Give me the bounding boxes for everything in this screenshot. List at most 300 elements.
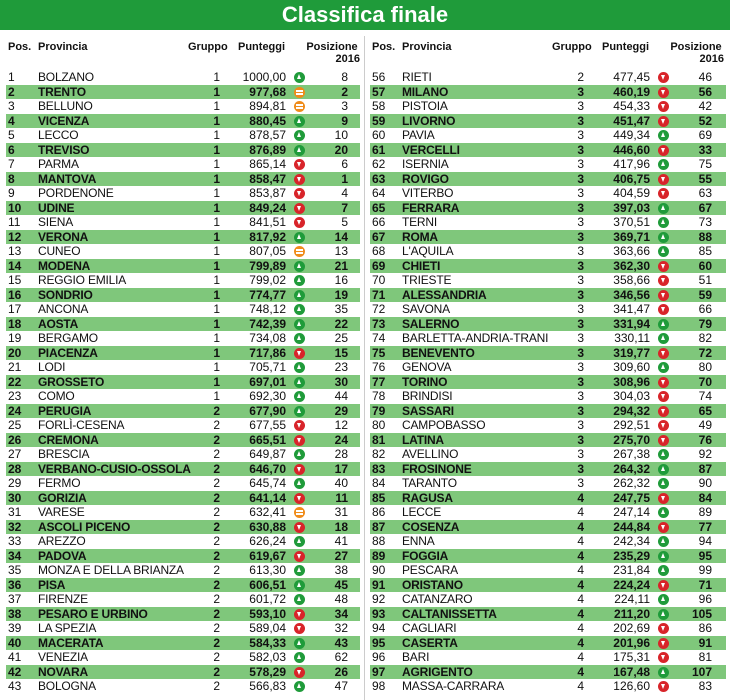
group-cell: 3 — [577, 461, 584, 476]
rank-cell: 26 — [8, 432, 22, 447]
table-row — [6, 288, 360, 303]
group-cell: 2 — [213, 563, 220, 577]
score-cell: 878,57 — [249, 128, 286, 142]
position-2016-cell: 65 — [698, 403, 712, 418]
province-cell: SAVONA — [402, 302, 450, 316]
group-cell: 3 — [577, 432, 584, 447]
score-cell: 446,60 — [613, 142, 650, 157]
arrow-up-icon — [294, 681, 305, 692]
arrow-up-icon — [658, 449, 669, 460]
group-cell: 3 — [577, 287, 584, 302]
table-row — [6, 505, 360, 520]
province-cell: LECCO — [38, 128, 79, 142]
rank-cell: 38 — [8, 606, 22, 621]
score-cell: 370,51 — [613, 215, 650, 229]
group-cell: 4 — [577, 664, 584, 679]
arrow-down-icon — [658, 420, 669, 431]
position-2016-cell: 48 — [334, 592, 348, 606]
score-cell: 589,04 — [249, 621, 286, 635]
position-2016-cell: 15 — [334, 345, 348, 360]
equal-icon — [294, 87, 305, 98]
score-cell: 308,96 — [613, 374, 650, 389]
table-row — [6, 549, 360, 564]
rank-cell: 90 — [372, 563, 386, 577]
position-2016-cell: 63 — [698, 186, 712, 200]
group-cell: 2 — [213, 592, 220, 606]
page-title: Classifica finale — [0, 0, 730, 30]
score-cell: 247,75 — [613, 490, 650, 505]
rank-cell: 83 — [372, 461, 386, 476]
position-2016-cell: 40 — [334, 476, 348, 490]
equal-icon — [294, 507, 305, 518]
position-2016-cell: 59 — [698, 287, 712, 302]
position-2016-cell: 16 — [334, 273, 348, 287]
rank-cell: 86 — [372, 505, 386, 519]
rank-cell: 95 — [372, 635, 386, 650]
score-cell: 417,96 — [613, 157, 650, 171]
arrow-down-icon — [294, 420, 305, 431]
group-cell: 1 — [213, 374, 220, 389]
header-pos: Pos. — [8, 41, 32, 53]
table-row — [370, 563, 726, 578]
score-cell: 606,51 — [249, 577, 286, 592]
score-cell: 817,92 — [249, 229, 286, 244]
table-row — [370, 447, 726, 462]
position-2016-cell: 33 — [698, 142, 712, 157]
province-cell: BARI — [402, 650, 430, 664]
province-cell: ISERNIA — [402, 157, 449, 171]
arrow-down-icon — [294, 464, 305, 475]
score-cell: 665,51 — [249, 432, 286, 447]
rank-cell: 28 — [8, 461, 22, 476]
group-cell: 1 — [213, 360, 220, 374]
province-cell: AGRIGENTO — [402, 664, 473, 679]
group-cell: 2 — [213, 519, 220, 534]
score-cell: 224,24 — [613, 577, 650, 592]
rank-cell: 12 — [8, 229, 22, 244]
score-cell: 244,84 — [613, 519, 650, 534]
score-cell: 849,24 — [249, 200, 286, 215]
table-row — [370, 230, 726, 245]
ranking-column-left — [6, 36, 360, 694]
score-cell: 593,10 — [249, 606, 286, 621]
position-2016-cell: 2 — [341, 84, 348, 99]
group-cell: 3 — [577, 360, 584, 374]
position-2016-cell: 38 — [334, 563, 348, 577]
score-cell: 601,72 — [249, 592, 286, 606]
arrow-up-icon — [294, 406, 305, 417]
province-cell: FERMO — [38, 476, 81, 490]
score-cell: 799,89 — [249, 258, 286, 273]
rank-cell: 24 — [8, 403, 22, 418]
province-cell: ORISTANO — [402, 577, 463, 592]
rank-cell: 29 — [8, 476, 22, 490]
table-row — [370, 679, 726, 694]
rank-cell: 36 — [8, 577, 22, 592]
table-row — [6, 273, 360, 288]
arrow-down-icon — [658, 174, 669, 185]
score-cell: 880,45 — [249, 113, 286, 128]
position-2016-cell: 31 — [334, 505, 348, 519]
table-row — [370, 99, 726, 114]
score-cell: 331,94 — [613, 316, 650, 331]
arrow-up-icon — [294, 565, 305, 576]
arrow-down-icon — [658, 87, 669, 98]
rank-cell: 34 — [8, 548, 22, 563]
rank-cell: 19 — [8, 331, 22, 345]
header-punteggi: Punteggi — [238, 41, 286, 53]
score-cell: 304,03 — [613, 389, 650, 403]
province-cell: PIACENZA — [38, 345, 98, 360]
position-2016-cell: 21 — [334, 258, 348, 273]
group-cell: 2 — [213, 490, 220, 505]
rank-cell: 6 — [8, 142, 15, 157]
score-cell: 677,90 — [249, 403, 286, 418]
arrow-up-icon — [658, 536, 669, 547]
table-row — [370, 592, 726, 607]
rank-cell: 78 — [372, 389, 386, 403]
province-cell: ENNA — [402, 534, 435, 548]
arrow-up-icon — [294, 72, 305, 83]
arrow-up-icon — [658, 609, 669, 620]
province-cell: MONZA E DELLA BRIANZA — [38, 563, 184, 577]
arrow-down-icon — [658, 290, 669, 301]
province-cell: COMO — [38, 389, 75, 403]
group-cell: 3 — [577, 244, 584, 258]
group-cell: 3 — [577, 331, 584, 345]
group-cell: 3 — [577, 171, 584, 186]
rank-cell: 65 — [372, 200, 386, 215]
province-cell: CUNEO — [38, 244, 81, 258]
province-cell: LODI — [38, 360, 66, 374]
table-row — [370, 650, 726, 665]
arrow-down-icon — [658, 580, 669, 591]
position-2016-cell: 23 — [334, 360, 348, 374]
score-cell: 358,66 — [613, 273, 650, 287]
score-cell: 705,71 — [249, 360, 286, 374]
arrow-up-icon — [294, 319, 305, 330]
province-cell: CHIETI — [402, 258, 441, 273]
arrow-down-icon — [294, 493, 305, 504]
rank-cell: 91 — [372, 577, 386, 592]
position-2016-cell: 88 — [698, 229, 712, 244]
position-2016-cell: 99 — [698, 563, 712, 577]
arrow-down-icon — [658, 493, 669, 504]
rank-cell: 23 — [8, 389, 22, 403]
position-2016-cell: 70 — [698, 374, 712, 389]
group-cell: 4 — [577, 519, 584, 534]
province-cell: FERRARA — [402, 200, 460, 215]
score-cell: 406,75 — [613, 171, 650, 186]
rank-cell: 27 — [8, 447, 22, 461]
table-row — [370, 578, 726, 593]
rank-cell: 79 — [372, 403, 386, 418]
group-cell: 3 — [577, 447, 584, 461]
table-row — [370, 520, 726, 535]
position-2016-cell: 60 — [698, 258, 712, 273]
arrow-up-icon — [658, 130, 669, 141]
table-row — [6, 650, 360, 665]
province-cell: MASSA-CARRARA — [402, 679, 505, 693]
arrow-down-icon — [658, 188, 669, 199]
arrow-up-icon — [294, 333, 305, 344]
table-row — [370, 186, 726, 201]
arrow-up-icon — [658, 246, 669, 257]
position-2016-cell: 66 — [698, 302, 712, 316]
arrow-down-icon — [294, 623, 305, 634]
group-cell: 1 — [213, 113, 220, 128]
group-cell: 1 — [213, 302, 220, 316]
position-2016-cell: 81 — [698, 650, 712, 664]
table-row — [370, 360, 726, 375]
group-cell: 3 — [577, 316, 584, 331]
table-row — [6, 70, 360, 85]
table-row — [370, 462, 726, 477]
score-cell: 363,66 — [613, 244, 650, 258]
position-2016-cell: 73 — [698, 215, 712, 229]
province-cell: GENOVA — [402, 360, 452, 374]
arrow-up-icon — [294, 145, 305, 156]
arrow-down-icon — [658, 275, 669, 286]
position-2016-cell: 3 — [341, 99, 348, 113]
province-cell: VERCELLI — [402, 142, 460, 157]
province-cell: ALESSANDRIA — [402, 287, 487, 302]
position-2016-cell: 7 — [341, 200, 348, 215]
arrow-up-icon — [658, 159, 669, 170]
province-cell: VITERBO — [402, 186, 454, 200]
table-row — [370, 549, 726, 564]
arrow-up-icon — [658, 551, 669, 562]
rank-cell: 16 — [8, 287, 22, 302]
table-row — [6, 230, 360, 245]
column-divider — [364, 36, 365, 700]
position-2016-cell: 80 — [698, 360, 712, 374]
position-2016-cell: 9 — [341, 113, 348, 128]
position-2016-cell: 46 — [698, 70, 712, 84]
arrow-down-icon — [658, 406, 669, 417]
score-cell: 201,96 — [613, 635, 650, 650]
score-cell: 876,89 — [249, 142, 286, 157]
province-cell: VERONA — [38, 229, 89, 244]
arrow-up-icon — [294, 275, 305, 286]
score-cell: 397,03 — [613, 200, 650, 215]
score-cell: 649,87 — [249, 447, 286, 461]
arrow-up-icon — [658, 319, 669, 330]
score-cell: 632,41 — [249, 505, 286, 519]
province-cell: TRENTO — [38, 84, 86, 99]
score-cell: 807,05 — [249, 244, 286, 258]
group-cell: 2 — [213, 577, 220, 592]
arrow-down-icon — [294, 203, 305, 214]
score-cell: 977,68 — [249, 84, 286, 99]
arrow-down-icon — [658, 391, 669, 402]
group-cell: 3 — [577, 113, 584, 128]
table-row — [370, 172, 726, 187]
position-2016-cell: 14 — [334, 229, 348, 244]
position-2016-cell: 67 — [698, 200, 712, 215]
score-cell: 460,19 — [613, 84, 650, 99]
rank-cell: 96 — [372, 650, 386, 664]
score-cell: 330,11 — [614, 331, 650, 345]
group-cell: 3 — [577, 302, 584, 316]
table-row — [6, 331, 360, 346]
arrow-down-icon — [658, 101, 669, 112]
group-cell: 3 — [577, 374, 584, 389]
header-gruppo: Gruppo — [552, 41, 592, 53]
score-cell: 175,31 — [613, 650, 650, 664]
table-row — [370, 433, 726, 448]
arrow-down-icon — [658, 348, 669, 359]
table-row — [6, 128, 360, 143]
score-cell: 853,87 — [249, 186, 286, 200]
province-cell: FIRENZE — [38, 592, 88, 606]
position-2016-cell: 94 — [698, 534, 712, 548]
table-row — [6, 157, 360, 172]
province-cell: MANTOVA — [38, 171, 97, 186]
arrow-up-icon — [294, 362, 305, 373]
table-row — [370, 404, 726, 419]
header-anno: 2016 — [335, 53, 360, 65]
table-row — [6, 85, 360, 100]
score-cell: 865,14 — [249, 157, 286, 171]
table-row — [6, 418, 360, 433]
score-cell: 341,47 — [613, 302, 650, 316]
rank-cell: 37 — [8, 592, 22, 606]
position-2016-cell: 76 — [698, 432, 712, 447]
group-cell: 3 — [577, 389, 584, 403]
rank-cell: 14 — [8, 258, 22, 273]
province-cell: BRESCIA — [38, 447, 90, 461]
score-cell: 692,30 — [249, 389, 286, 403]
score-cell: 748,12 — [249, 302, 286, 316]
arrow-down-icon — [658, 652, 669, 663]
rank-cell: 33 — [8, 534, 22, 548]
group-cell: 1 — [213, 142, 220, 157]
rank-cell: 42 — [8, 664, 22, 679]
score-cell: 619,67 — [249, 548, 286, 563]
table-row — [370, 244, 726, 259]
score-cell: 247,14 — [613, 505, 650, 519]
position-2016-cell: 6 — [341, 157, 348, 171]
province-cell: UDINE — [38, 200, 75, 215]
province-cell: GORIZIA — [38, 490, 87, 505]
score-cell: 319,77 — [613, 345, 650, 360]
ranking-rows-left — [6, 70, 360, 694]
table-row — [6, 433, 360, 448]
score-cell: 369,71 — [613, 229, 650, 244]
group-cell: 1 — [213, 244, 220, 258]
group-cell: 1 — [213, 229, 220, 244]
position-2016-cell: 47 — [334, 679, 348, 693]
group-cell: 4 — [577, 635, 584, 650]
position-2016-cell: 45 — [334, 577, 348, 592]
province-cell: PERUGIA — [38, 403, 92, 418]
rank-cell: 97 — [372, 664, 386, 679]
position-2016-cell: 43 — [334, 635, 348, 650]
group-cell: 2 — [213, 548, 220, 563]
rank-cell: 40 — [8, 635, 22, 650]
province-cell: FOGGIA — [402, 548, 449, 563]
group-cell: 3 — [577, 229, 584, 244]
province-cell: VICENZA — [38, 113, 90, 128]
rank-cell: 59 — [372, 113, 386, 128]
table-row — [370, 505, 726, 520]
rank-cell: 88 — [372, 534, 386, 548]
header-pos: Pos. — [372, 41, 396, 53]
position-2016-cell: 49 — [698, 418, 712, 432]
arrow-down-icon — [294, 217, 305, 228]
group-cell: 2 — [213, 635, 220, 650]
position-2016-cell: 13 — [334, 244, 348, 258]
arrow-up-icon — [658, 507, 669, 518]
score-cell: 267,38 — [613, 447, 650, 461]
group-cell: 4 — [577, 679, 584, 693]
table-row — [370, 331, 726, 346]
province-cell: GROSSETO — [38, 374, 105, 389]
score-cell: 309,60 — [613, 360, 650, 374]
rank-cell: 8 — [8, 171, 15, 186]
score-cell: 167,48 — [613, 664, 650, 679]
score-cell: 292,51 — [613, 418, 650, 432]
group-cell: 3 — [577, 84, 584, 99]
equal-icon — [294, 101, 305, 112]
arrow-down-icon — [658, 623, 669, 634]
province-cell: FORLÌ-CESENA — [38, 418, 125, 432]
header-posizione: Posizione — [306, 41, 358, 53]
province-cell: BOLZANO — [38, 70, 94, 84]
score-cell: 449,34 — [613, 128, 650, 142]
province-cell: REGGIO EMILIA — [38, 273, 127, 287]
table-row — [370, 259, 726, 274]
group-cell: 2 — [213, 606, 220, 621]
score-cell: 211,20 — [613, 606, 650, 621]
arrow-up-icon — [294, 232, 305, 243]
position-2016-cell: 28 — [334, 447, 348, 461]
group-cell: 4 — [577, 592, 584, 606]
arrow-up-icon — [294, 261, 305, 272]
table-row — [370, 288, 726, 303]
group-cell: 2 — [213, 679, 220, 693]
group-cell: 2 — [213, 505, 220, 519]
province-cell: VERBANO-CUSIO-OSSOLA — [38, 461, 191, 476]
province-cell: LECCE — [402, 505, 442, 519]
score-cell: 697,01 — [249, 374, 286, 389]
group-cell: 3 — [577, 200, 584, 215]
arrow-down-icon — [294, 188, 305, 199]
arrow-up-icon — [658, 667, 669, 678]
group-cell: 4 — [577, 548, 584, 563]
table-row — [370, 143, 726, 158]
position-2016-cell: 25 — [334, 331, 348, 345]
position-2016-cell: 19 — [334, 287, 348, 302]
group-cell: 2 — [213, 403, 220, 418]
table-row — [370, 607, 726, 622]
group-cell: 3 — [577, 476, 584, 490]
group-cell: 1 — [213, 171, 220, 186]
rank-cell: 18 — [8, 316, 22, 331]
table-row — [370, 70, 726, 85]
table-row — [6, 607, 360, 622]
province-cell: AOSTA — [38, 316, 79, 331]
rank-cell: 98 — [372, 679, 386, 693]
table-row — [370, 317, 726, 332]
position-2016-cell: 1 — [341, 171, 348, 186]
group-cell: 1 — [213, 99, 220, 113]
table-row — [6, 114, 360, 129]
header-provincia: Provincia — [38, 41, 88, 53]
rank-cell: 43 — [8, 679, 22, 693]
equal-icon — [294, 246, 305, 257]
